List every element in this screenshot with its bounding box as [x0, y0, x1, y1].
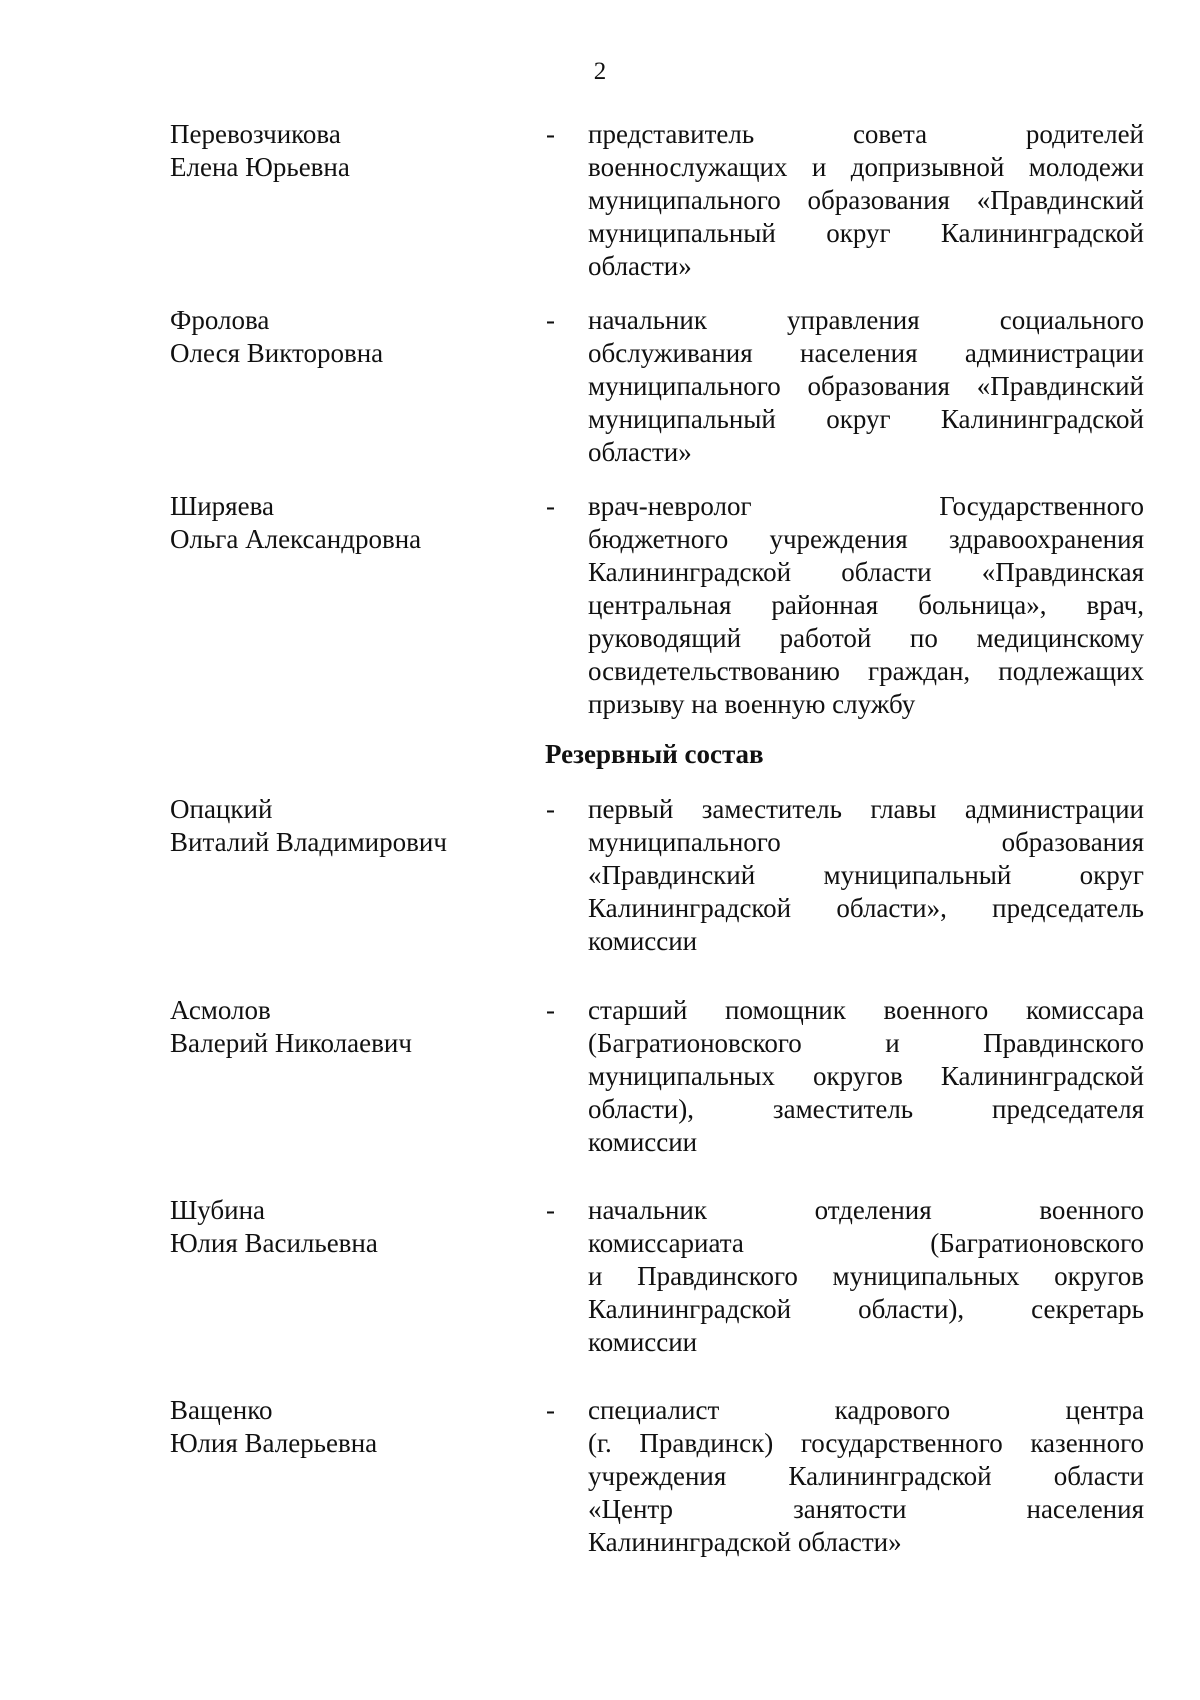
reserve-section-heading: Резервный состав [545, 739, 764, 769]
position-line: Калининградской области), секретарь [588, 1294, 1144, 1324]
member-surname: Перевозчикова [170, 119, 341, 149]
position-line: муниципального образования «Правдинский [588, 371, 1144, 401]
position-line: старший помощник военного комиссара [588, 995, 1144, 1025]
member-given-names: Юлия Валерьевна [170, 1428, 378, 1458]
member-given-names: Елена Юрьевна [170, 152, 350, 182]
member-surname: Ширяева [170, 491, 274, 521]
position-line: муниципальный округ Калининградской [588, 404, 1144, 434]
member-position [588, 490, 1144, 721]
member-name [170, 793, 510, 859]
member-name [170, 118, 510, 184]
member-given-names: Ольга Александровна [170, 524, 422, 554]
position-line: врач-невролог Государственного [588, 491, 1144, 521]
position-line: области» [588, 437, 692, 467]
position-line: Калининградской области» [588, 1527, 902, 1557]
position-line: призыву на военную службу [588, 689, 916, 719]
member-given-names: Виталий Владимирович [170, 827, 447, 857]
position-line: Калининградской области «Правдинская [588, 557, 1144, 587]
position-line: руководящий работой по медицинскому [588, 623, 1144, 653]
position-line: учреждения Калининградской области [588, 1461, 1144, 1491]
member-name [170, 994, 510, 1060]
member-name [170, 304, 510, 370]
member-position [588, 1194, 1144, 1359]
member-given-names: Валерий Николаевич [170, 1028, 412, 1058]
member-surname: Опацкий [170, 794, 273, 824]
position-line: комиссариата (Багратионовского [588, 1228, 1144, 1258]
member-position [588, 304, 1144, 469]
position-line: муниципальных округов Калининградской [588, 1061, 1144, 1091]
position-line: начальник управления социального [588, 305, 1144, 335]
position-line: бюджетного учреждения здравоохранения [588, 524, 1144, 554]
position-line: области), заместитель председателя [588, 1094, 1144, 1124]
member-surname: Асмолов [170, 995, 271, 1025]
list-dash: - [546, 305, 555, 335]
member-position [588, 1394, 1144, 1559]
member-given-names: Олеся Викторовна [170, 338, 384, 368]
member-name [170, 1394, 510, 1460]
position-line: комиссии [588, 1327, 698, 1357]
list-dash: - [546, 794, 555, 824]
position-line: специалист кадрового центра [588, 1395, 1144, 1425]
position-line: (г. Правдинск) государственного казенного [588, 1428, 1144, 1458]
list-dash: - [546, 119, 555, 149]
member-name [170, 490, 510, 556]
member-position [588, 118, 1144, 283]
position-line: комиссии [588, 926, 698, 956]
position-line: первый заместитель главы администрации [588, 794, 1144, 824]
position-line: освидетельствованию граждан, подлежащих [588, 656, 1144, 686]
position-line: и Правдинского муниципальных округов [588, 1261, 1144, 1291]
position-line: области» [588, 251, 692, 281]
member-given-names: Юлия Васильевна [170, 1228, 378, 1258]
member-position [588, 793, 1144, 958]
member-position [588, 994, 1144, 1159]
member-surname: Шубина [170, 1195, 266, 1225]
list-dash: - [546, 1395, 555, 1425]
position-line: муниципального образования «Правдинский [588, 185, 1144, 215]
list-dash: - [546, 995, 555, 1025]
position-line: военнослужащих и допризывной молодежи [588, 152, 1144, 182]
member-surname: Фролова [170, 305, 270, 335]
position-line: муниципальный округ Калининградской [588, 218, 1144, 248]
member-surname: Ващенко [170, 1395, 273, 1425]
list-dash: - [546, 491, 555, 521]
position-line: комиссии [588, 1127, 698, 1157]
list-dash: - [546, 1195, 555, 1225]
page-number: 2 [593, 58, 607, 85]
position-line: Калининградской области», председатель [588, 893, 1144, 923]
position-line: начальник отделения военного [588, 1195, 1144, 1225]
position-line: (Багратионовского и Правдинского [588, 1028, 1144, 1058]
position-line: представитель совета родителей [588, 119, 1144, 149]
position-line: обслуживания населения администрации [588, 338, 1144, 368]
member-name [170, 1194, 510, 1260]
position-line: центральная районная больница», врач, [588, 590, 1144, 620]
position-line: муниципального образования [588, 827, 1144, 857]
position-line: «Центр занятости населения [588, 1494, 1144, 1524]
position-line: «Правдинский муниципальный округ [588, 860, 1144, 890]
